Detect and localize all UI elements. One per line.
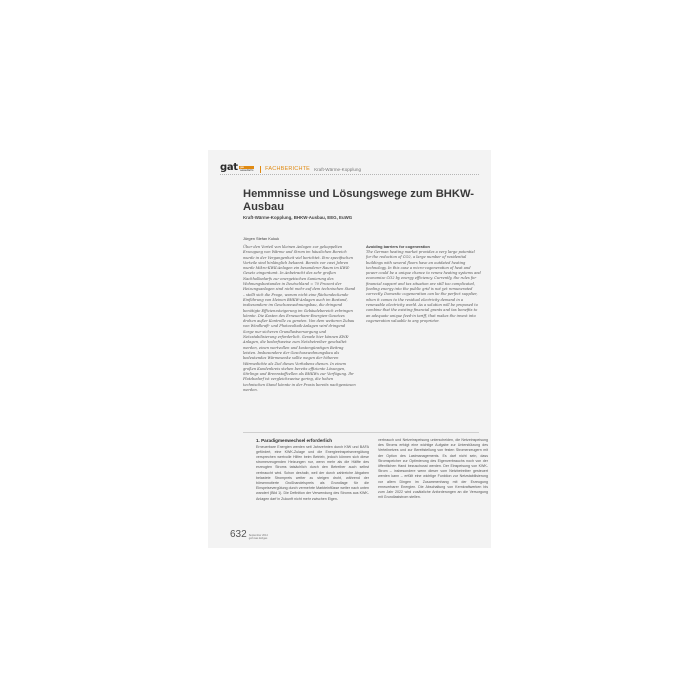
logo-badge	[239, 166, 254, 172]
logo-wordmark: gat	[220, 162, 238, 173]
body-divider	[243, 432, 479, 433]
section-subtitle: Kraft-Wärme-Kopplung	[314, 167, 362, 172]
folio-meta	[249, 534, 268, 540]
abstract-english-heading: Avoiding barriers for cogeneration	[366, 244, 430, 249]
page-header	[220, 159, 361, 173]
logo-badge-top: gas	[239, 166, 254, 169]
journal-name: gwf-Gas Erdgas	[248, 537, 268, 540]
body-text-left: Erneuerbare Energien werden seit Jahrzehnten durch KfW und BAFA gefördert, eine KWK-Zulage und die Energieeinspeisevergütung versprechen wertvolle Hilfen beim Betrieb, jedoch können sich diese stromerzeugenden Heizungen nur, wenn mehr als die Hälfte des erzeugten Stroms tatsächlich durch den Betreiber auch selbst verbraucht wird. Schon deshalb, weil der durch zahlreiche Abgaben belastete Strompreis weiter zu steigen droht, während der börsennotierte Großhandelspreis als Grundlage für die Einspeisevergütung durch vermehrte Markteinflüsse weiter nach unten wandert (Bild 1). Die Definition der Verwendung des Stroms aus KWK-Anlagen darf in Zukunft nicht mehr zwischen Eigen-	[256, 444, 369, 501]
section-label: FACHBERICHTE	[260, 166, 310, 173]
body-column-left	[256, 438, 369, 502]
issue-date: September 2014	[248, 534, 268, 537]
abstract-german: Über den Vorteil von kleinen Anlagen zur gekoppelten Erzeugung von Wärme und Strom im häuslichen Bereich wurde in der Vergangenheit viel berichtet. Ihre spezifischen Vorteile sind hinlänglich bekannt. Bereits vor zwei Jahren wurde Mikro-KWK-Anlagen ein besonderer Raum im KWK-Gesetz eingeräumt. In Anbetracht des sehr großen Nachholbedarfs zur energetischen Sanierung des Wohnungsbestandes in Deutschland = 70 Prozent der Heizungsanlagen sind nicht mehr auf dem technischen Stand – stellt sich die Frage, warum nicht eine flächendeckende Einführung von kleinen BHKW-Anlagen auch im Bestand, insbesondere im Geschosswohnungsbau, die dringend benötigte Effizienzsteigerung im Gebäudebereich erbringen könnte. Die Kosten des Erneuerbare-Energien-Gesetzes drohen außer Kontrolle zu geraten. Von dem weiteren Zubau von Windkraft- und Photovoltaik-Anlagen wird dringend Sorge nur sicheren Grundlastversorgung und Netzstabilisierung erforderlich. Gerade hier können KWK-Anlagen, die bedarfsweise zum Netzbetreiber geschaltet werden, einen wertvollen und kostengünstigen Beitrag leisten. Insbesondere der Geschosswohnungsbau als bedeutendes Wärmesenke sollte wegen der höheren Wärmedichte als Ziel dieses Vorhabens dienen. In einem großen Kundenkreis stehen bereits effiziente Lösungen, Stirlings und Brennstoffzellen als BHKWs zur Verfügung. Ihr Platzbedarf ist vergleichsweise gering, die hohen technischen Stand könnte in der Praxis bereits nachgewiesen werden.	[243, 245, 356, 393]
page-folio	[230, 530, 268, 540]
article-author: Jürgen Stefan Kukuk	[243, 236, 280, 241]
page-number: 632	[230, 529, 247, 540]
article-title: Hemmnisse und Lösungswege zum BHKW-Ausbau	[243, 188, 475, 213]
logo-badge-bottom: wasserfachs	[239, 168, 254, 172]
article-keywords: Kraft-Wärme-Kopplung, BHKW-Ausbau, EEG, EuWG	[243, 215, 353, 220]
magazine-page	[208, 150, 491, 548]
header-divider	[220, 174, 479, 175]
section-heading: 1. Paradigmenwechsel erforderlich	[256, 438, 333, 443]
abstract-english: The German heating market provides a very large potential for the reduction of CO2, a large number of residential buildings with several floors have an outdated heating technology. In this case a micro-cogeneration of heat and power could be a unique chance to renew heating systems and economize CO2 by energy efficiency. Currently, the rules for financial support and tax situation are still too complicated, feeding energy into the public grid is not yet remunerated correctly. Domestic cogeneration can be the perfect supplier, when it comes to the residual electricity demand in a renewable electricity world. As a solution will be proposed to combine that the existing financial grants and tax benefits to an adequate unique feed-in tariff, that makes the invest into cogeneration valuable to any proprietor.	[366, 250, 481, 323]
journal-logo	[220, 163, 254, 173]
body-text-right: verbrauch und Netzeinspeisung unterscheiden, die Netzeinspeisung des Stroms erfolgt eine wichtige Aufgabe zur Unterstützung des Verteilnetzes und zur Bereitstellung von festen Stromerzeugern mit der Option des Lastmanagements. Es darf nicht sein, dass Stromspeicher zur Optimierung des Eigenverbrauchs noch von der öffentlichen Hand bezuschusst werden. Der Einspeisung von KWK-Strom – insbesondere wenn dieser vom Netzbetreiber gesteuert werden kann – erfüllt eine wichtige Funktion zur Netzstabilisierung vor allem Dingen im Zusammenhang mit der Erzeugung erneuerbarer Energien. Die Abschaltung von Kernkraftwerken bis zum Jahr 2022 wird zusätzliche Anforderungen an die Versorgung mit Grundlaststrom stellen.	[378, 438, 488, 500]
body-column-right	[378, 438, 488, 500]
